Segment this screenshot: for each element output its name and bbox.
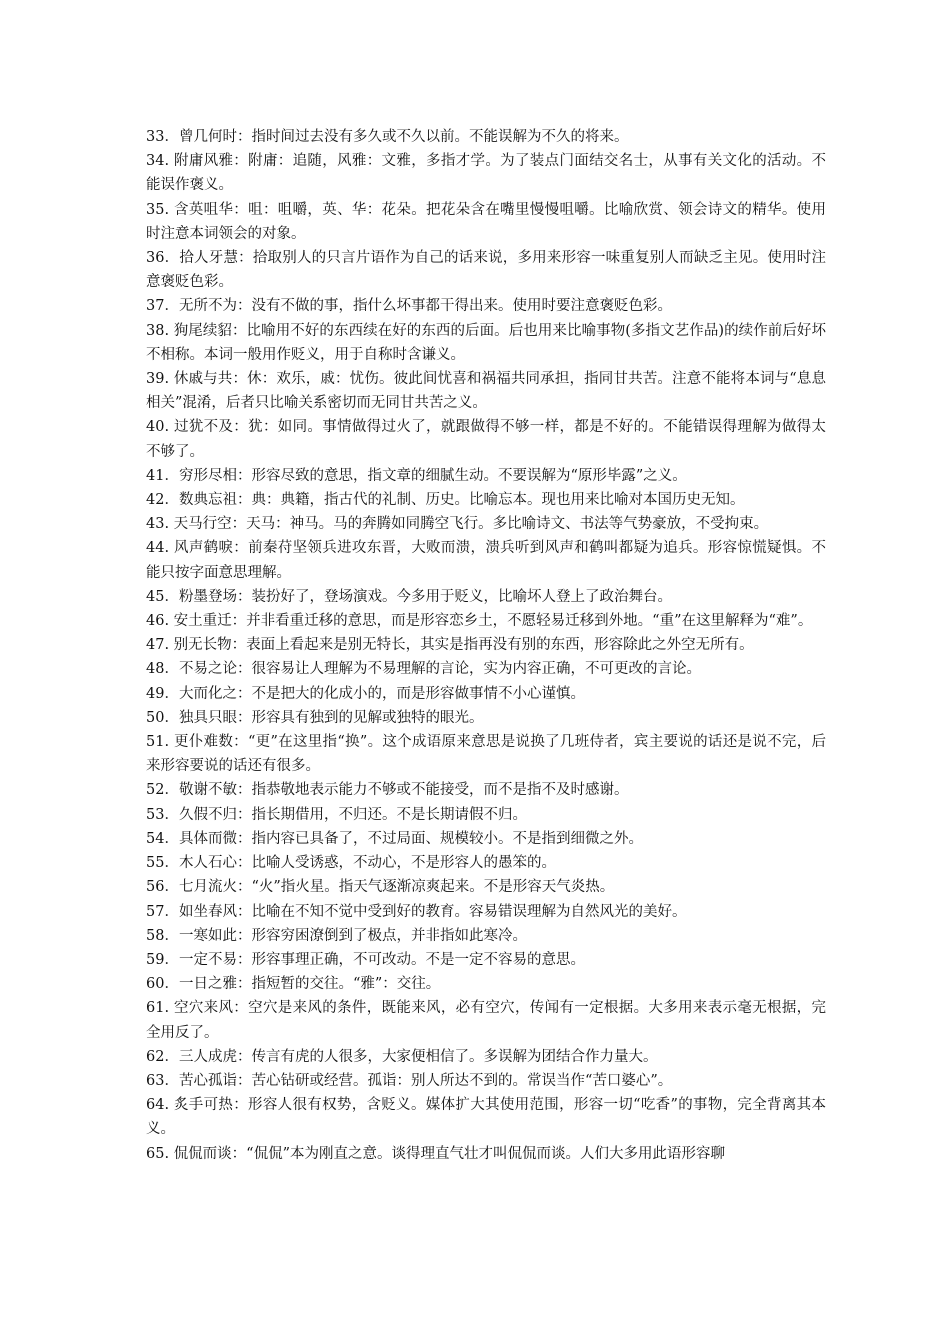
entry-51: 51. 更仆难数：“更”在这里指“换”。这个成语原来意思是说换了几班侍者，宾主要说的话还是说不完，后来形容要说的话还有很多。 bbox=[146, 734, 826, 775]
entry-52: 52．敬谢不敏：指恭敬地表示能力不够或不能接受，而不是指不及时感谢。 bbox=[146, 782, 629, 799]
entry-58: 58．一寒如此：形容穷困潦倒到了极点，并非指如此寒冷。 bbox=[146, 927, 527, 944]
entry-63: 63．苦心孤诣：苦心钻研或经营。孤诣：别人所达不到的。常误当作“苦口婆心”。 bbox=[146, 1072, 673, 1089]
entry-48: 48．不易之论：很容易让人理解为不易理解的言论，实为内容正确，不可更改的言论。 bbox=[146, 661, 701, 678]
entry-43: 43. 天马行空：天马：神马。马的奔腾如同腾空飞行。多比喻诗文、书法等气势豪放，不受拘束。 bbox=[146, 516, 769, 533]
entry-39: 39. 休戚与共：休：欢乐，戚：忧伤。彼此间忧喜和祸福共同承担，指同甘共苦。注意不能将本词与“息息相关”混淆，后者只比喻关系密切而无同甘共苦之义。 bbox=[146, 371, 826, 412]
document-body bbox=[146, 125, 826, 1166]
entry-54: 54．具体而微：指内容已具备了，不过局面、规模较小。不是指到细微之外。 bbox=[146, 830, 643, 847]
entry-49: 49．大而化之：不是把大的化成小的，而是形容做事情不小心谨慎。 bbox=[146, 685, 585, 702]
entry-50: 50．独具只眼：形容具有独到的见解或独特的眼光。 bbox=[146, 709, 484, 726]
entry-33: 33．曾几何时：指时间过去没有多久或不久以前。不能误解为不久的将来。 bbox=[146, 129, 629, 145]
entry-47: 47. 别无长物：表面上看起来是别无特长，其实是指再没有别的东西，形容除此之外空无所有。 bbox=[146, 637, 754, 654]
entry-60: 60．一日之雅：指短暂的交往。“雅”：交往。 bbox=[146, 976, 441, 993]
entry-46: 46. 安土重迁：并非看重迁移的意思，而是形容恋乡土，不愿轻易迁移到外地。“重”在这里解释为“难”。 bbox=[146, 613, 813, 630]
entry-38: 38. 狗尾续貂：比喻用不好的东西续在好的东西的后面。后也用来比喻事物(多指文艺作品)的续作前后好坏不相称。本词一般用作贬义，用于自称时含谦义。 bbox=[146, 322, 826, 363]
entry-62: 62．三人成虎：传言有虎的人很多，大家便相信了。多误解为团结合作力量大。 bbox=[146, 1048, 658, 1065]
entry-55: 55．木人石心：比喻人受诱惑，不动心，不是形容人的愚笨的。 bbox=[146, 855, 556, 872]
entry-35: 35. 含英咀华：咀：咀嚼，英、华：花朵。把花朵含在嘴里慢慢咀嚼。比喻欣赏、领会诗文的精华。使用时注意本词领会的对象。 bbox=[146, 201, 826, 242]
entry-41: 41．穷形尽相：形容尽致的意思，指文章的细腻生动。不要误解为“原形毕露”之义。 bbox=[146, 467, 687, 484]
entry-45: 45．粉墨登场：装扮好了，登场演戏。今多用于贬义，比喻坏人登上了政治舞台。 bbox=[146, 588, 672, 605]
entry-57: 57．如坐春风：比喻在不知不觉中受到好的教育。容易错误理解为自然风光的美好。 bbox=[146, 903, 687, 920]
entry-37: 37．无所不为：没有不做的事，指什么坏事都干得出来。使用时要注意褒贬色彩。 bbox=[146, 298, 672, 315]
entry-40: 40. 过犹不及：犹：如同。事情做得过火了，就跟做得不够一样，都是不好的。不能错误得理解为做得太不够了。 bbox=[146, 419, 826, 460]
entry-56: 56．七月流火：“火”指火星。指天气逐渐凉爽起来。不是形容天气炎热。 bbox=[146, 879, 615, 896]
entry-53: 53．久假不归：指长期借用，不归还。不是长期请假不归。 bbox=[146, 806, 527, 823]
entry-61: 61. 空穴来风：空穴是来风的条件，既能来风，必有空穴，传闻有一定根据。大多用来表示毫无根据，完全用反了。 bbox=[146, 1000, 826, 1041]
entry-36: 36．拾人牙慧：拾取别人的只言片语作为自己的话来说，多用来形容一味重复别人而缺乏主见。使用时注意褒贬色彩。 bbox=[146, 250, 826, 291]
entry-59: 59．一定不易：形容事理正确，不可改动。不是一定不容易的意思。 bbox=[146, 951, 585, 968]
entry-44: 44. 风声鹤唳：前秦苻坚领兵进攻东晋，大败而溃，溃兵听到风声和鹤叫都疑为追兵。形容惊慌疑惧。不能只按字面意思理解。 bbox=[146, 540, 826, 581]
entry-34: 34. 附庸风雅：附庸：追随，风雅：文雅，多指才学。为了装点门面结交名士，从事有关文化的活动。不能误作褒义。 bbox=[146, 153, 826, 194]
entry-64: 64. 炙手可热：形容人很有权势，含贬义。媒体扩大其使用范围，形容一切“吃香”的事物，完全背离其本义。 bbox=[146, 1097, 826, 1138]
entry-65: 65. 侃侃而谈：“侃侃”本为刚直之意。谈得理直气壮才叫侃侃而谈。人们大多用此语形容聊 bbox=[146, 1145, 725, 1162]
entry-42: 42．数典忘祖：典：典籍，指古代的礼制、历史。比喻忘本。现也用来比喻对本国历史无知。 bbox=[146, 492, 745, 509]
